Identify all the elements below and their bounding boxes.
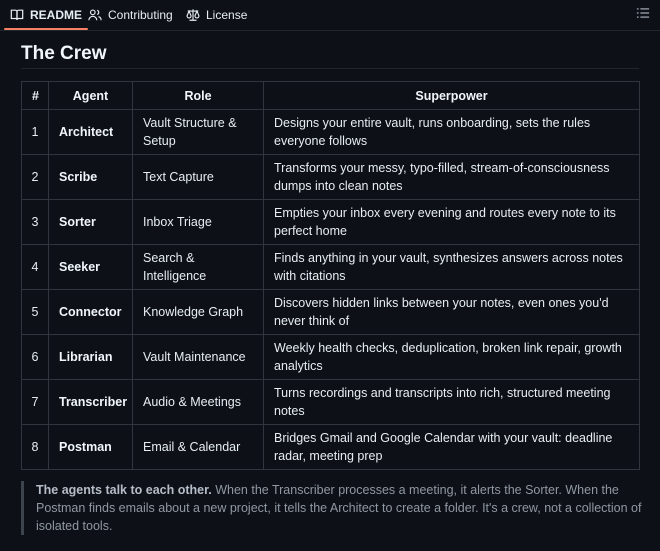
tab-readme-label: README bbox=[30, 7, 83, 22]
agent-role: Audio & Meetings bbox=[133, 380, 264, 425]
agent-role: Search & Intelligence bbox=[133, 245, 264, 290]
book-icon bbox=[10, 8, 24, 22]
blockquote bbox=[21, 481, 648, 535]
header-number: # bbox=[22, 82, 49, 110]
agent-name: Architect bbox=[49, 110, 133, 155]
agent-superpower: Discovers hidden links between your notes, even ones you'd never think of bbox=[264, 290, 640, 335]
people-icon bbox=[88, 8, 102, 22]
list-icon bbox=[636, 8, 650, 23]
agent-name: Sorter bbox=[49, 200, 133, 245]
tab-license[interactable] bbox=[186, 0, 247, 29]
header-agent: Agent bbox=[49, 82, 133, 110]
row-number: 7 bbox=[22, 380, 49, 425]
row-number: 6 bbox=[22, 335, 49, 380]
scale-icon bbox=[186, 8, 200, 22]
header-superpower: Superpower bbox=[264, 82, 640, 110]
agent-superpower: Weekly health checks, deduplication, broken link repair, growth analytics bbox=[264, 335, 640, 380]
row-number: 2 bbox=[22, 155, 49, 200]
crew-table bbox=[21, 81, 640, 470]
agent-superpower: Finds anything in your vault, synthesizes answers across notes with citations bbox=[264, 245, 640, 290]
agent-superpower: Designs your entire vault, runs onboarding, sets the rules everyone follows bbox=[264, 110, 640, 155]
agent-superpower: Empties your inbox every evening and routes every note to its perfect home bbox=[264, 200, 640, 245]
header-role: Role bbox=[133, 82, 264, 110]
table-row bbox=[22, 155, 640, 200]
agent-name: Postman bbox=[49, 425, 133, 470]
agent-superpower: Turns recordings and transcripts into rich, structured meeting notes bbox=[264, 380, 640, 425]
tab-bar bbox=[0, 0, 660, 31]
tab-contributing-label: Contributing bbox=[108, 7, 173, 22]
agent-name: Transcriber bbox=[49, 380, 133, 425]
table-header-row bbox=[22, 82, 640, 110]
blockquote-text: When the Transcriber processes a meeting, it alerts the Sorter. When the Postman finds emails about a new project, it tells the Architect to create a folder. It's a crew, not a collection of isolated tools. bbox=[36, 483, 642, 533]
row-number: 4 bbox=[22, 245, 49, 290]
blockquote-lead: The agents talk to each other. bbox=[36, 483, 212, 497]
page-title: The Crew bbox=[21, 43, 107, 64]
agent-role: Text Capture bbox=[133, 155, 264, 200]
table-row bbox=[22, 290, 640, 335]
agent-superpower: Bridges Gmail and Google Calendar with your vault: deadline radar, meeting prep bbox=[264, 425, 640, 470]
outline-button[interactable] bbox=[636, 6, 652, 22]
row-number: 1 bbox=[22, 110, 49, 155]
agent-role: Vault Maintenance bbox=[133, 335, 264, 380]
agent-role: Inbox Triage bbox=[133, 200, 264, 245]
table-row bbox=[22, 380, 640, 425]
agent-name: Connector bbox=[49, 290, 133, 335]
row-number: 5 bbox=[22, 290, 49, 335]
tab-readme[interactable] bbox=[10, 0, 82, 29]
table-row bbox=[22, 245, 640, 290]
table-row bbox=[22, 335, 640, 380]
agent-superpower: Transforms your messy, typo-filled, stream-of-consciousness dumps into clean notes bbox=[264, 155, 640, 200]
agent-name: Librarian bbox=[49, 335, 133, 380]
tab-contributing[interactable] bbox=[88, 0, 173, 29]
agent-name: Scribe bbox=[49, 155, 133, 200]
tab-license-label: License bbox=[206, 7, 248, 22]
row-number: 8 bbox=[22, 425, 49, 470]
table-row bbox=[22, 110, 640, 155]
agent-role: Vault Structure & Setup bbox=[133, 110, 264, 155]
heading-divider bbox=[21, 68, 639, 69]
agent-name: Seeker bbox=[49, 245, 133, 290]
table-row bbox=[22, 425, 640, 470]
table-row bbox=[22, 200, 640, 245]
row-number: 3 bbox=[22, 200, 49, 245]
agent-role: Knowledge Graph bbox=[133, 290, 264, 335]
agent-role: Email & Calendar bbox=[133, 425, 264, 470]
